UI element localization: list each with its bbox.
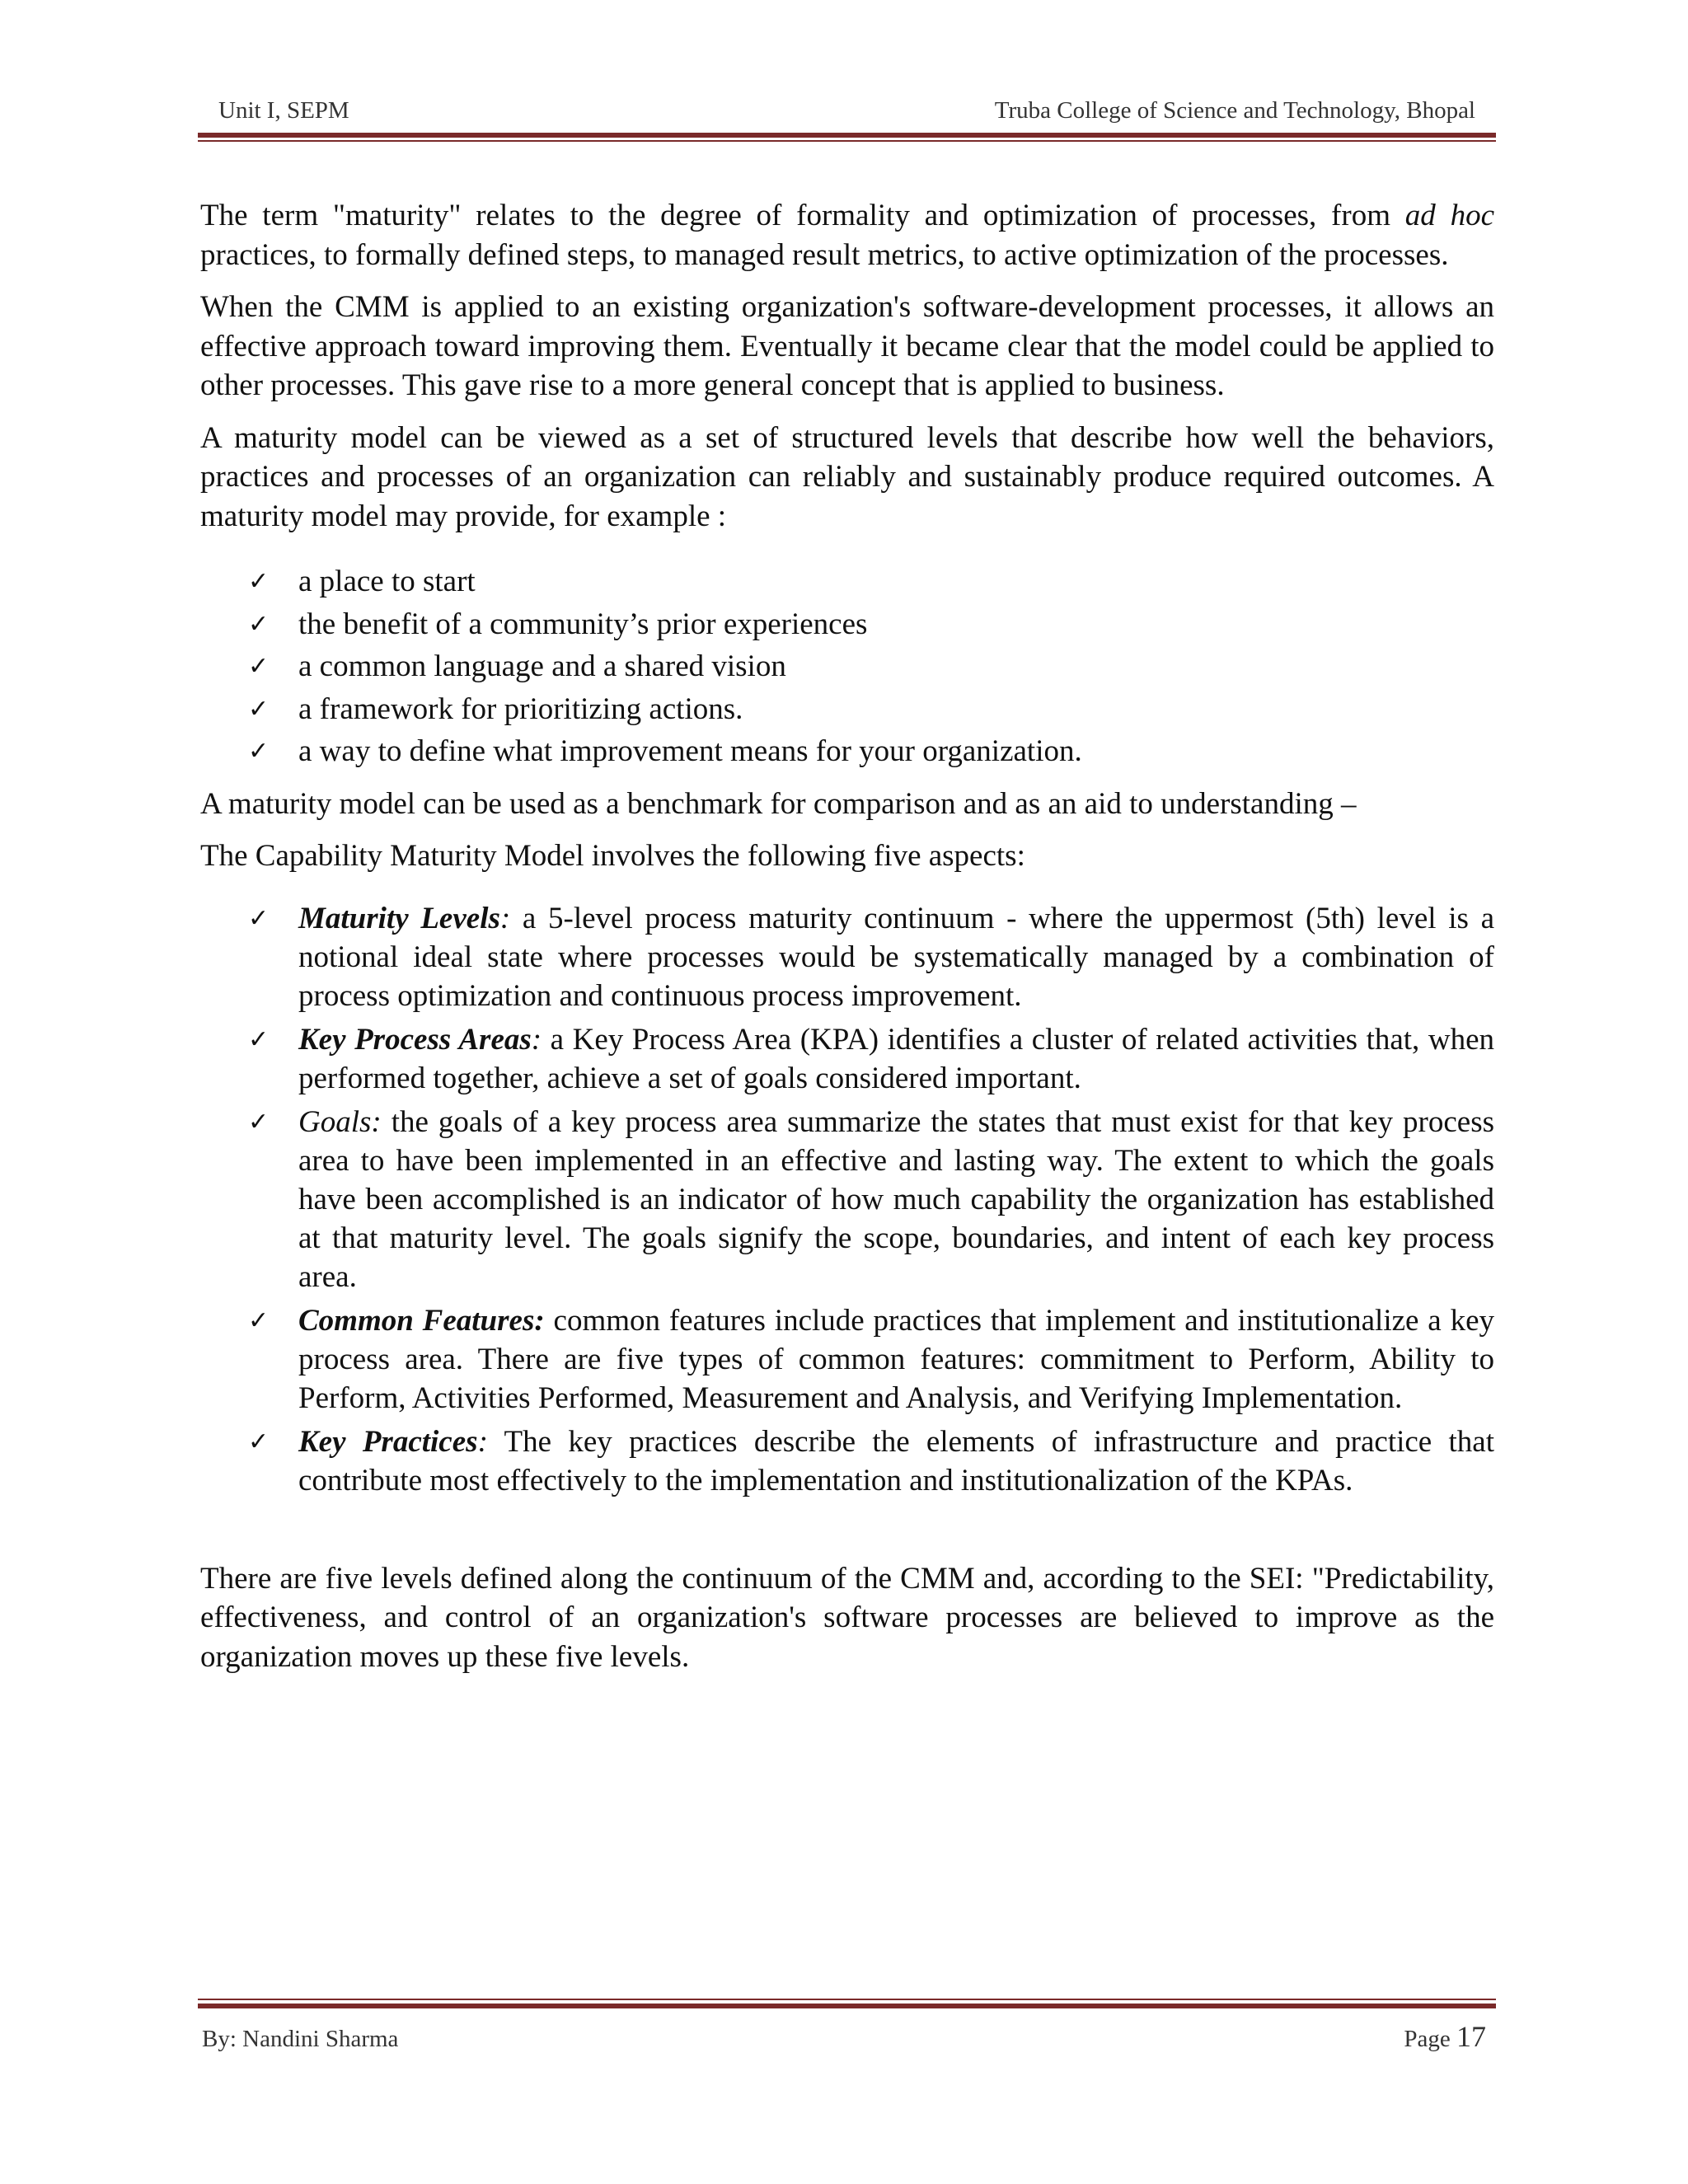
footer-rule-thick [198,2004,1496,2008]
aspect-term: Maturity Levels [298,901,500,935]
page-footer [198,2019,1496,2054]
footer-page [1404,2019,1486,2054]
aspect-term: Common Features: [298,1303,545,1338]
footer-rule-thin [198,1999,1496,2000]
aspects-list [200,899,1494,1500]
checkmark-icon: ✓ [248,737,270,766]
checkmark-icon: ✓ [248,1024,270,1054]
document-body [200,196,1494,1690]
paragraph-maturity-model: A maturity model can be viewed as a set of structured levels that describe how well the behaviors, practices and processes of an organization can reliably and sustainably produce required outcomes. A maturity model may provide, for example : [200,420,1494,533]
paragraph-benchmark: A maturity model can be used as a benchmark for comparison and as an aid to understanding – [200,786,1357,821]
aspect-term: Key Practices [298,1424,478,1459]
checkmark-icon: ✓ [248,1107,270,1137]
paragraph-maturity: The term "maturity" relates to the degree of formality and optimization of processes, from ad hoc practices, to formally defined steps, to managed result metrics, to active optimization of the processes. [200,199,1494,272]
list-item: ✓ the benefit of a community’s prior experiences [200,603,1494,646]
paragraph-cmm-applied: When the CMM is applied to an existing organization's software-development processes, it allows an effective approach toward improving them. Eventually it became clear that the model could be applied to other processes. This gave rise to a more general concept that is applied to business. [200,290,1494,402]
header-rule-thin [198,140,1496,142]
aspect-term: Key Process Areas [298,1022,532,1057]
checkmark-icon: ✓ [248,694,270,724]
header-rule-thick [198,133,1496,138]
aspect-key-practices: ✓ Key Practices: The key practices describe the elements of infrastructure and practice that contribute most effectively to the implementation and institutionalization of the KPAs. [200,1422,1494,1500]
page-label: Page [1404,2026,1451,2052]
checkmark-icon: ✓ [248,1427,270,1456]
page-header [198,97,1496,124]
list-item: ✓ a place to start [200,560,1494,603]
paragraph-five-levels: There are five levels defined along the continuum of the CMM and, according to the SEI: "Predictability, effectiveness, and control of an organization's software processes are believed to improve as the organization moves up these five levels. [200,1561,1494,1674]
checkmark-icon: ✓ [248,609,270,639]
aspect-key-process-areas: ✓ Key Process Areas: a Key Process Area (KPA) identifies a cluster of related activities that, when performed together, achieve a set of goals considered important. [200,1020,1494,1098]
aspect-maturity-levels: ✓ Maturity Levels: a 5-level process maturity continuum - where the uppermost (5th) level is a notional ideal state where processes would be systematically managed by a combination of process optimization and continuous process improvement. [200,899,1494,1015]
header-unit: Unit I, SEPM [218,97,349,124]
paragraph-five-aspects: The Capability Maturity Model involves the following five aspects: [200,839,1025,873]
list-item: ✓ a framework for prioritizing actions. [200,688,1494,731]
aspect-goals: ✓ Goals: the goals of a key process area summarize the states that must exist for that key process area to have been implemented in an effective and lasting way. The extent to which the goals have been accomplished is an indicator of how much capability the organization has established at that maturity level. The goals signify the scope, boundaries, and intent of each key process area. [200,1103,1494,1296]
provides-list [200,560,1494,773]
checkmark-icon: ✓ [248,1305,270,1335]
page-number: 17 [1456,2020,1486,2053]
checkmark-icon: ✓ [248,567,270,596]
checkmark-icon: ✓ [248,903,270,933]
list-item: ✓ a common language and a shared vision [200,645,1494,688]
checkmark-icon: ✓ [248,652,270,681]
list-item: ✓ a way to define what improvement means for your organization. [200,730,1494,773]
footer-author: By: Nandini Sharma [202,2026,399,2052]
aspect-term: Goals: [298,1104,382,1139]
aspect-common-features: ✓ Common Features: common features include practices that implement and institutionalize a key process area. There are five types of common features: commitment to Perform, Ability to Perform, Activities Performed, Measurement and Analysis, and Verifying Implementation. [200,1301,1494,1418]
header-college: Truba College of Science and Technology, Bhopal [994,97,1475,124]
adhoc-emphasis: ad hoc [1404,199,1494,232]
